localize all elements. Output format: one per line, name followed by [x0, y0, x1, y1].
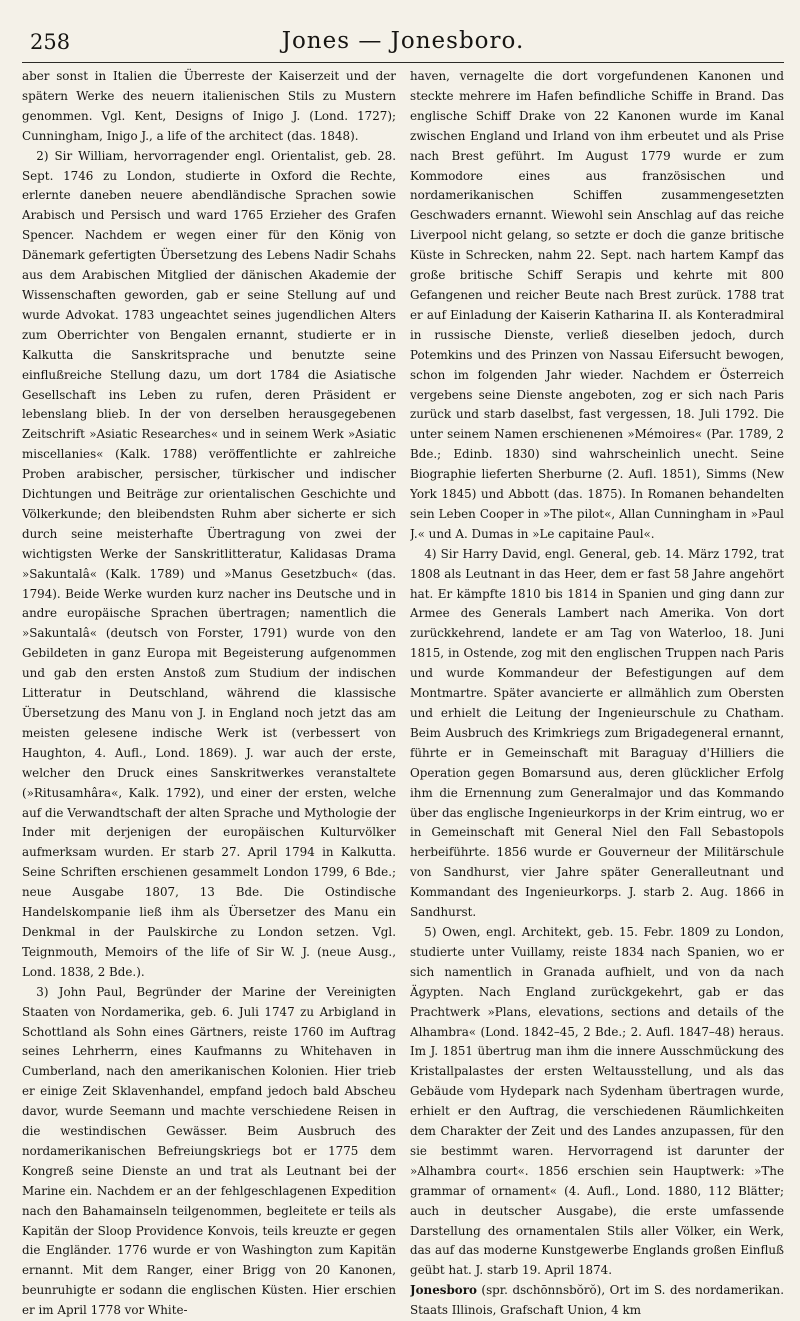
- dictionary-entry: [410, 1281, 784, 1321]
- page-header: [22, 22, 784, 63]
- left-column: [22, 67, 396, 1321]
- continued-paragraph: haven, vernagelte die dort vorgefundenen Kanonen und steckte mehrere im Hafen befindliche Schiffe in Brand. Das englische Schiff Drake von 22 Kanonen wurde im Kanal zwischen England und Irland von ihm erbeutet und als Prise nach Brest geführt. Im August 1779 wurde er zum Kommodore eines aus französischen und nordamerikanischen Schiffen zusammengesetzten Geschwaders ernannt. Wiewohl sein Anschlag auf das reiche Liverpool nicht gelang, so setzte er doch die ganze britische Küste in Schrecken, nahm 22. Sept. nach hartem Kampf das große britische Schiff Serapis und kehrte mit 800 Gefangenen und reicher Beute nach Brest zurück. 1788 trat er auf Einladung der Kaiserin Katharina II. als Konteradmiral in russische Dienste, verließ dieselben jedoch, durch Potemkins und des Prinzen von Nassau Eifersucht bewogen, schon im folgenden Jahr wieder. Nachdem er Österreich vergebens seine Dienste angeboten, zog er sich nach Paris zurück und starb daselbst, fast vergessen, 18. Juli 1792. Die unter seinem Namen erschienenen »Mémoires« (Par. 1789, 2 Bde.; Edinb. 1830) sind wahrscheinlich unecht. Seine Biographie lieferten Sherburne (2. Aufl. 1851), Simms (New York 1845) und Abbott (das. 1875). In Romanen behandelten sein Leben Cooper in »The pilot«, Allan Cunningham in »Paul J.« und A. Dumas in »Le capitaine Paul«.: [410, 69, 784, 541]
- article-paragraph: 3) John Paul, Begründer der Marine der Vereinigten Staaten von Nordamerika, geb. 6. Juli 1747 zu Arbigland in Schottland als Sohn eines Gärtners, reiste 1760 im Auftrag seines Lehrherrn, eines Kaufmanns zu Whitehaven in Cumberland, nach den amerikanischen Kolonien. Hier trieb er einige Zeit Sklavenhandel, empfand jedoch bald Abscheu davor, wurde Seemann und machte verschiedene Reisen in die westindischen Gewässer. Beim Ausbruch des nordamerikanischen Befreiungskriegs bot er 1775 dem Kongreß seine Dienste an und trat als Leutnant bei der Marine ein. Nachdem er an der fehlgeschlagenen Expedition nach den Bahamainseln teilgenommen, begleitete er teils als Kapitän der Sloop Providence Konvois, teils kreuzte er gegen die Engländer. 1776 wurde er von Washington zum Kapitän ernannt. Mit dem Ranger, einer Brigg von 20 Kanonen, beunruhigte er sodann die englischen Küsten. Hier erschien er im April 1778 vor White-: [22, 984, 396, 1318]
- article-paragraph: 2) Sir William, hervorragender engl. Orientalist, geb. 28. Sept. 1746 zu London, studierte in Oxford die Rechte, erlernte daneben neuere abendländische Sprachen sowie Arabisch und Persisch und ward 1765 Erzieher des Grafen Spencer. Nachdem er wegen einer für den König von Dänemark gefertigten Übersetzung des Lebens Nadir Schahs aus dem Arabischen Mitglied der dänischen Akademie der Wissenschaften geworden, gab er seine Stellung auf und wurde Advokat. 1783 ungeachtet seines jugendlichen Alters zum Oberrichter von Bengalen ernannt, studierte er in Kalkutta die Sanskritsprache und benutzte seine einflußreiche Stellung dazu, um dort 1784 die Asiatische Gesellschaft ins Leben zu rufen, deren Präsident er lebenslang blieb. In der von derselben herausgegebenen Zeitschrift »Asiatic Researches« und in seinem Werk »Asiatic miscellanies« (Kalk. 1788) veröffentlichte er zahlreiche Proben arabischer, persischer, türkischer und indischer Dichtungen und Beiträge zur orientalischen Geschichte und Völkerkunde; den bleibendsten Ruhm aber sicherte er sich durch seine meisterhafte Übertragung von zwei der wichtigsten Werke der Sanskritlitteratur, Kalidasas Drama »Sakuntalâ« (Kalk. 1789) und »Manus Gesetzbuch« (das. 1794). Beide Werke wurden kurz nacher ins Deutsche und in andre europäische Sprachen übertragen; namentlich die »Sakuntalâ« (deutsch von Forster, 1791) wurde von den Gebildeten in ganz Europa mit Begeisterung aufgenommen und gab den ersten Anstoß zum Studium der indischen Litteratur in Deutschland, während die klassische Übersetzung des Manu von J. in England noch jetzt das am meisten gelesene indische Werk ist (verbessert von Haughton, 4. Aufl., Lond. 1869). J. war auch der erste, welcher den Druck eines Sanskritwerkes veranstaltete (»Ritusamhâra«, Kalk. 1792), und einer der ersten, welche auf die Verwandtschaft der alten Sprache und Mythologie der Inder mit derjenigen der europäischen Kulturvölker aufmerksam wurden. Er starb 27. April 1794 in Kalkutta. Seine Schriften erschienen gesammelt London 1799, 6 Bde.; neue Ausgabe 1807, 13 Bde. Die Ostindische Handelskompanie ließ ihm als Übersetzer des Manu ein Denkmal in der Paulskirche zu London setzen. Vgl. Teignmouth, Memoirs of the life of Sir W. J. (neue Ausg., Lond. 1838, 2 Bde.).: [22, 148, 396, 979]
- entry-text: (spr. dschōnnsbŏrŏ), Ort im S. des nordamerikan. Staats Illinois, Grafschaft Union, 4 km: [410, 1283, 784, 1318]
- right-column: [410, 67, 784, 1321]
- running-head: Jones — Jonesboro.: [281, 28, 525, 54]
- text-columns: [22, 67, 784, 1321]
- entry-headword: Jonesboro: [410, 1283, 477, 1298]
- continued-paragraph: aber sonst in Italien die Überreste der Kaiserzeit und der spätern Werke des neuern italienischen Stils zu Mustern genommen. Vgl. Kent, Designs of Inigo J. (Lond. 1727); Cunningham, Inigo J., a life of the architect (das. 1848).: [22, 69, 396, 143]
- article-paragraph: 4) Sir Harry David, engl. General, geb. 14. März 1792, trat 1808 als Leutnant in das Heer, dem er fast 58 Jahre angehört hat. Er kämpfte 1810 bis 1814 in Spanien und ging dann zur Armee des Generals Lambert nach Amerika. Von dort zurückkehrend, landete er am Tag von Waterloo, 18. Juni 1815, in Ostende, zog mit den englischen Truppen nach Paris und wurde Kommandeur der Befestigungen auf dem Montmartre. Später avancierte er allmählich zum Obersten und erhielt die Leitung der Ingenieurschule zu Chatham. Beim Ausbruch des Krimkriegs zum Brigadegeneral ernannt, führte er in Gemeinschaft mit Baraguay d'Hilliers die Operation gegen Bomarsund aus, deren glücklicher Erfolg ihm die Ernennung zum Generalmajor und das Kommando über das englische Ingenieurkorps in der Krim eintrug, wo er in Gemeinschaft mit General Niel den Fall Sebastopols herbeiführte. 1856 wurde er Gouverneur der Militärschule von Sandhurst, vier Jahre später Generalleutnant und Kommandant des Ingenieurkorps. J. starb 2. Aug. 1866 in Sandhurst.: [410, 546, 784, 920]
- article-paragraph: 5) Owen, engl. Architekt, geb. 15. Febr. 1809 zu London, studierte unter Vuillamy, reiste 1834 nach Spanien, wo er sich namentlich in Granada aufhielt, und von da nach Ägypten. Nach England zurückgekehrt, gab er das Prachtwerk »Plans, elevations, sections and details of the Alhambra« (Lond. 1842–45, 2 Bde.; 2. Aufl. 1847–48) heraus. Im J. 1851 übertrug man ihm die innere Ausschmückung des Kristallpalastes der ersten Weltausstellung, und als das Gebäude vom Hydepark nach Sydenham übertragen wurde, erhielt er den Auftrag, die verschiedenen Räumlichkeiten dem Charakter der Zeit und des Landes anzupassen, für den sie bestimmt waren. Hervorragend ist darunter der »Alhambra court«. 1856 erschien sein Hauptwerk: »The grammar of ornament« (4. Aufl., Lond. 1880, 112 Blätter; auch in deutscher Ausgabe), die erste umfassende Darstellung des ornamentalen Stils aller Völker, ein Werk, das auf das moderne Kunstgewerbe Englands großen Einfluß geübt hat. J. starb 19. April 1874.: [410, 924, 784, 1278]
- page-number: 258: [30, 30, 71, 54]
